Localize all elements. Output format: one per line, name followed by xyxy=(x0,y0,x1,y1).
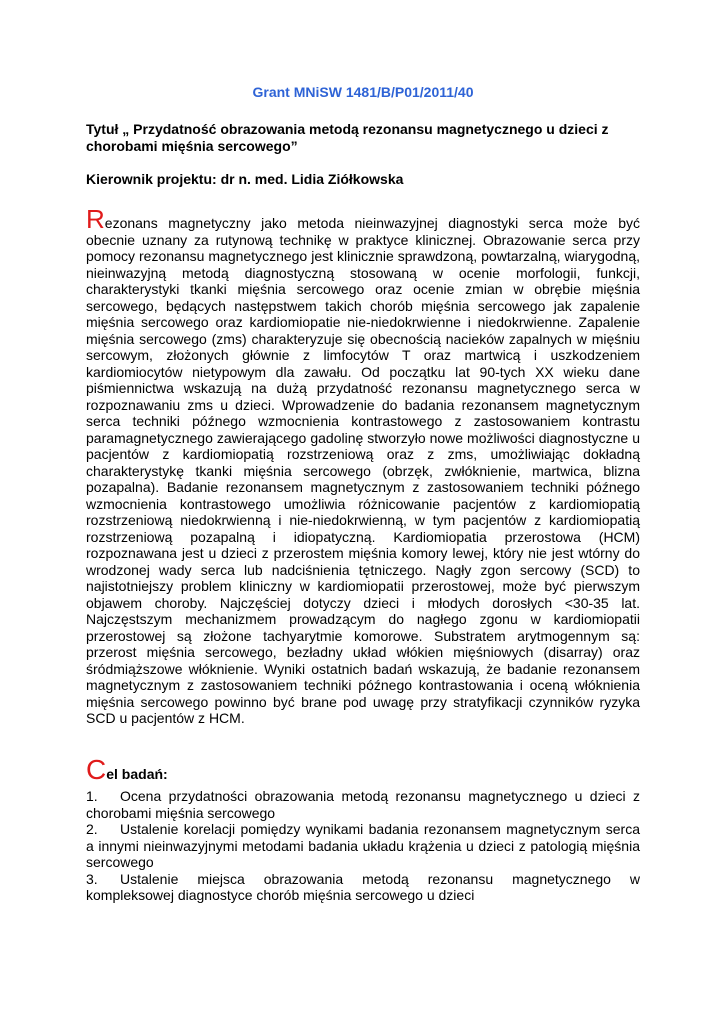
list-item-number: 1. xyxy=(86,788,98,804)
list-item xyxy=(86,871,640,904)
intro-drop-cap: R xyxy=(86,204,105,234)
grant-number: Grant MNiSW 1481/B/P01/2011/40 xyxy=(252,84,474,100)
list-item-number: 2. xyxy=(86,821,98,837)
document-title: Tytuł „ Przydatność obrazowania metodą rezonansu magnetycznego u dzieci z chorobami mięśnia sercowego” xyxy=(86,121,609,154)
goals-heading xyxy=(86,754,640,785)
list-item-number: 3. xyxy=(86,870,98,887)
goals-drop-cap: C xyxy=(86,754,107,785)
intro-paragraph xyxy=(86,204,640,727)
goals-heading-text: el badań: xyxy=(106,766,168,782)
list-item-text: Ocena przydatności obrazowania metodą rezonansu magnetycznego u dzieci z chorobami mięśnia sercowego xyxy=(86,788,640,821)
list-item xyxy=(86,821,640,871)
list-item-text: Ustalenie korelacji pomiędzy wynikami badania rezonansem magnetycznym serca a innymi nieinwazyjnymi metodami badania układu krążenia u dzieci z patologią mięśnia sercowego xyxy=(86,821,640,870)
project-manager: Kierownik projektu: dr n. med. Lidia Ziółkowska xyxy=(86,171,404,187)
list-item-text: Ustalenie miejsca obrazowania metodą rezonansu magnetycznego w kompleksowej diagnostyce chorób mięśnia sercowego u dzieci xyxy=(86,870,640,903)
intro-text: ezonans magnetyczny jako metoda nieinwazyjnej diagnostyki serca może być obecnie uznany za rutynową technikę w praktyce klinicznej. Obrazowanie serca przy pomocy rezonansu magnetycznego jest klinicznie sprawdzoną, powtarzalną, wiarygodną, nieinwazyjną metodą diagnostyczną stosowaną w ocenie morfologii, funkcji, charakterystyki tkanki mięśnia sercowego oraz ocenie zmian w obrębie mięśnia sercowego, będących następstwem takich chorób mięśnia sercowego jak zapalenie mięśnia sercowego oraz kardiomiopatie nie-niedokrwienne i niedokrwienne. Zapalenie mięśnia sercowego (zms) charakteryzuje się obecnością nacieków zapalnych w mięśniu sercowym, złożonych głównie z limfocytów T oraz martwicą i uszkodzeniem kardiomiocytów nietypowym dla zawału. Od początku lat 90-tych XX wieku dane piśmiennictwa wskazują na dużą przydatność rezonansu magnetycznego serca w rozpoznawaniu zms u dzieci. Wprowadzenie do badania rezonansem magnetycznym serca techniki późnego wzmocnienia kontrastowego z zastosowaniem kontrastu paramagnetycznego zawierającego gadolinę stworzyło nowe możliwości diagnostyczne u pacjentów z kardiomiopatią rozstrzeniową oraz z zms, umożliwiając dokładną charakterystykę tkanki mięśnia sercowego (obrzęk, zwłóknienie, martwica, blizna pozapalna). Badanie rezonansem magnetycznym z zastosowaniem techniki późnego wzmocnienia kontrastowego umożliwia różnicowanie pacjentów z kardiomiopatią rozstrzeniową niedokrwienną i nie-niedokrwienną, w tym pacjentów z kardiomiopatią rozstrzeniową pozapalną i idiopatyczną. Kardiomiopatia przerostowa (HCM) rozpoznawana jest u dzieci z przerostem mięśnia komory lewej, który nie jest wtórny do wrodzonej wady serca lub nadciśnienia tętniczego. Nagły zgon sercowy (SCD) to najistotniejszy problem kliniczny w kardiomiopatii przerostowej, może być pierwszym objawem choroby. Najczęściej dotyczy dzieci i młodych dorosłych <30-35 lat. Najczęstszym mechanizmem prowadzącym do nagłego zgonu w kardiomiopatii przerostowej są złożone tachyarytmie komorowe. Substratem arytmogennym są: przerost mięśnia sercowego, bezładny układ włókien mięśniowych (disarray) oraz śródmiąższowe włóknienie. Wyniki ostatnich badań wskazują, że badanie rezonansem magnetycznym z zastosowaniem techniki późnego kontrastowania i oceną włóknienia mięśnia sercowego powinno być brane pod uwagę przy stratyfikacji czynników ryzyka SCD u pacjentów z HCM. xyxy=(86,215,640,726)
list-item xyxy=(86,788,640,821)
goals-list xyxy=(86,788,640,904)
